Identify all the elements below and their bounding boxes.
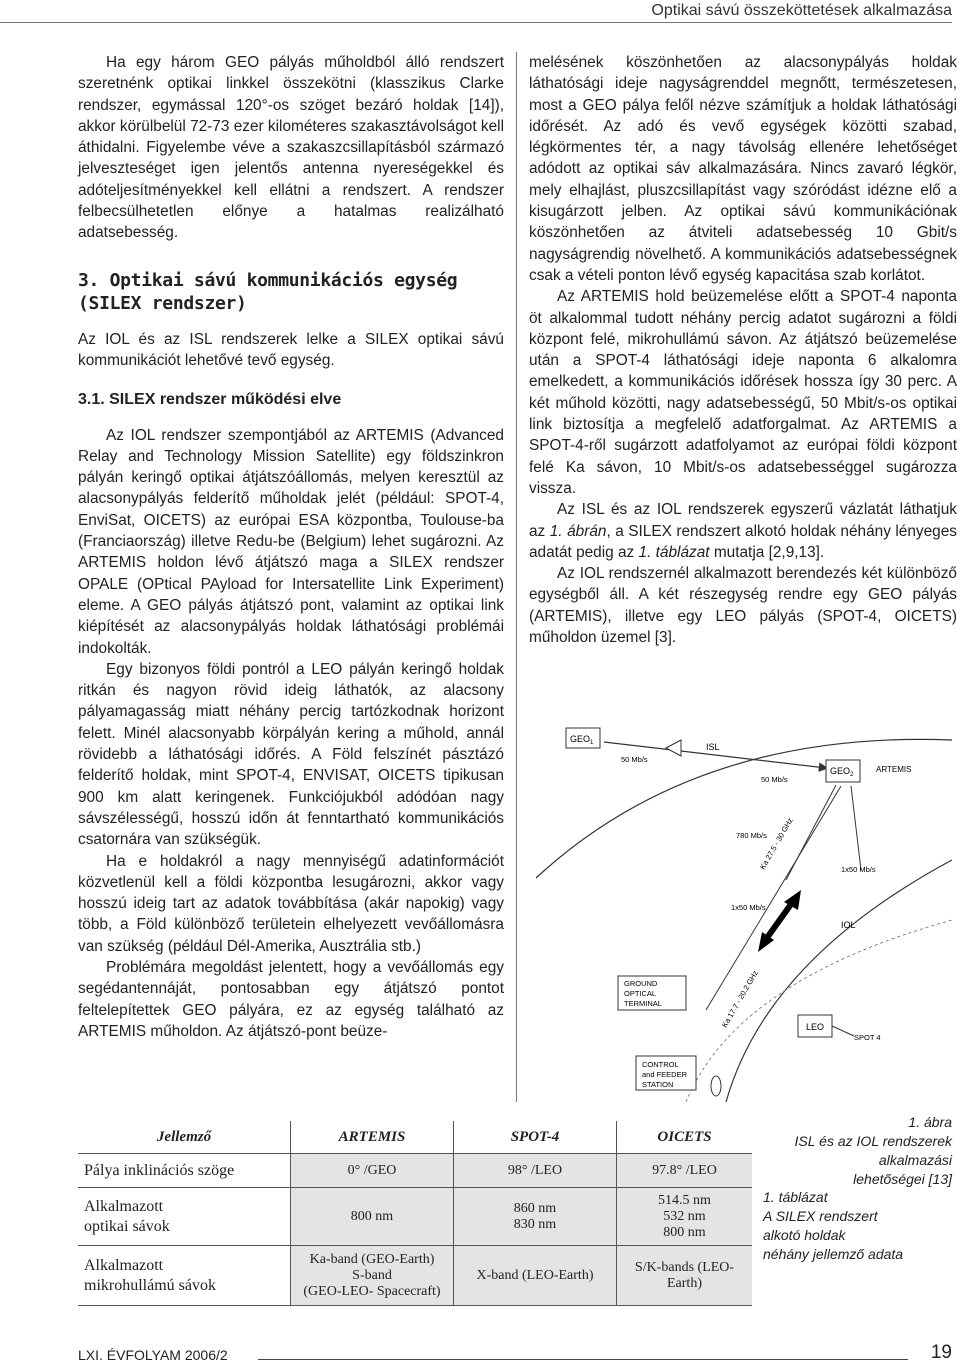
paragraph: Problémára megoldást jelentett, hogy a vevőállomás egy segédantennáját, pontosabban egy átjátszó pontot feltelepítettek GEO pályára, ez az egység található az ARTEMIS műholdon. Az átjátszó-pont beüze-	[78, 958, 504, 1040]
terminal-label: TERMINAL	[624, 999, 662, 1008]
header-rule	[0, 22, 952, 23]
paragraph: melésének köszönhetően az alacsonypályás holdak láthatósági ideje nagyságrenddel megnőtt, természetesen, most a GEO pálya felől nézve számítjuk a holdak láthatósági időrését. Az adó és vevő egységek közötti szabad, légkörmentes tér, a nagy távolság ellenére lehetőséget adódott az optikai sáv alkalmazására. Nincs zavaró légkör, mely elhajlást, pluszcsillapítást vagy szóródást idézne elő a kisugárzott jelben. Az optikai sávú kommunikációnak köszönhetően az átviteli adatsebesség 10 Gbit/s nagyságrendig növelhető. A kommunikációs adatsebességnek csak a vételi ponton lévő egység kapacitása szab korlátot.	[529, 54, 957, 284]
footer-rule	[258, 1359, 908, 1360]
table-header-row	[78, 1121, 752, 1154]
spot4-label: SPOT 4	[854, 1033, 881, 1042]
station-label: and FEEDER	[642, 1070, 688, 1079]
antenna-icon	[711, 1076, 721, 1096]
paragraph: Az IOL és az ISL rendszerek lelke a SILEX optikai sávú kommunikációt lehetővé tevő egység.	[78, 330, 504, 369]
band-label: Ka 17.7 - 20.2 GHz	[719, 968, 760, 1029]
page-header	[0, 0, 952, 26]
silex-spec-table	[78, 1121, 752, 1306]
paragraph: Az IOL rendszer szempontjából az ARTEMIS (Advanced Relay and Technology Mission Satellite) egy földszinkron pályán keringő optikai átjátszóállomás, melyen keresztül az alacsonypályás felderítő műholdak jelét (például: SPOT-4, EnviSat, OICETS) az európai ESA központba, Toulouse-ba (Franciaország) illetve Redu-be (Belgium) lehet sugározni. Az ARTEMIS holdon lévő átjátszó maga a SILEX rendszer OPALE (OPtical PAyload for Intersatellite Link Experiment) eleme. A GEO pályás átjátszó pont, valamint az optikai link kiépítését az alacsonypályás holdak láthatósági problémái indokolták.	[78, 426, 504, 657]
running-title: Optikai sávú összeköttetések alkalmazása	[651, 2, 952, 19]
ka-downlink-line	[706, 786, 841, 1010]
band-label: Ka 27.5 - 30 GHz	[757, 816, 795, 871]
rate-label: 50 Mb/s	[761, 775, 788, 784]
paragraph: Ha e holdakról a nagy mennyiségű adatinformációt közvetlenül kell a földi központba lesugározni, akkor vagy hosszú ideig tart az adatok továbbítása (akár napokig) vagy több, a Föld különböző területein elhelyezett vevőállomásra van szükség (például Dél-Amerika, Ausztrália stb.)	[78, 852, 504, 955]
col-header: SPOT-4	[454, 1121, 617, 1154]
rate-label: 780 Mb/s	[736, 831, 767, 840]
geo1-label: $GEO_1$	[570, 734, 594, 746]
isl-label: ISL	[706, 742, 720, 752]
station-label: STATION	[642, 1080, 674, 1089]
rate-label: 50 Mb/s	[621, 755, 648, 764]
figure-reference: 1. ábrán	[549, 522, 607, 540]
right-column	[529, 52, 957, 648]
paragraph: Az IOL rendszernél alkalmazott berendezés két különböző egységből áll. A két részegység rendre egy GEO pályás (ARTEMIS), illetve egy LEO pályás (SPOT-4, OICETS) műholdon üzemel [3].	[529, 565, 957, 647]
leader-line	[832, 1026, 854, 1036]
subsection-heading: 3.1. SILEX rendszer működési elve	[78, 391, 342, 409]
rate-label: 1x50 Mb/s	[731, 903, 766, 912]
table-caption: 1. táblázat A SILEX rendszert alkotó holdak néhány jellemző adata	[763, 1189, 904, 1262]
table-row: Alkalmazott mikrohullámú sávok Ka-band (GEO-Earth) S-band (GEO-LEO- Spacecraft) X-band (LEO-Earth) S/K-bands (LEO-Earth)	[78, 1246, 752, 1306]
iol-label: IOL	[841, 920, 856, 930]
terminal-label: OPTICAL	[624, 989, 657, 998]
isl-arrow-icon	[666, 740, 681, 756]
leo-orbit-arc	[686, 920, 952, 1102]
column-divider	[516, 52, 517, 1102]
table-row: Alkalmazott optikai sávok 800 nm 860 nm 830 nm 514.5 nm 532 nm 800 nm	[78, 1188, 752, 1246]
earth-arc	[726, 860, 952, 1102]
station-label: CONTROL	[642, 1060, 679, 1069]
journal-volume: LXI. ÉVFOLYAM 2006/2	[78, 1347, 228, 1363]
geo-orbit-arc	[536, 739, 952, 878]
table-row: Pálya inklinációs szöge 0° /GEO 98° /LEO 97.8° /LEO	[78, 1154, 752, 1188]
section-heading: 3. Optikai sávú kommunikációs egység (SILEX rendszer)	[78, 269, 458, 314]
left-column	[78, 52, 504, 1042]
figure-caption: 1. ábra ISL és az IOL rendszerek alkalmazási lehetőségei [13]	[794, 1114, 952, 1187]
col-header: Jellemző	[78, 1121, 291, 1154]
geo2-label: $GEO_2$	[830, 766, 854, 778]
table-reference: 1. táblázat	[638, 543, 710, 561]
paragraph: Az ISL és az IOL rendszerek egyszerű vázlatát láthatjuk az 1. ábrán, a SILEX rendszert alkotó holdak néhány lényeges adatát pedig az 1. táblázat mutatja [2,9,13].	[529, 501, 957, 561]
page-footer	[78, 1342, 952, 1363]
col-header: ARTEMIS	[291, 1121, 454, 1154]
terminal-label: GROUND	[624, 979, 658, 988]
artemis-label: ARTEMIS	[876, 765, 912, 774]
paragraph: Ha egy három GEO pályás műholdból álló rendszert szeretnénk optikai linkkel összekötni (klasszikus Clarke rendszer, egymással 120°-os szöget bezáró holdak [14]), akkor körülbelül 72-73 ezer kilométeres szakasztávolságot kell áthidalni. Figyelembe véve a szakaszcsillapításból származó jelveszteséget igen jelentős antenna nyereségekkel és adóteljesítményekkel kell ellátni a rendszert. A rendszer felbecsülhetetlen előnye a hatalmas realizálható adatsebesség.	[78, 54, 505, 242]
iol-link-line	[851, 786, 861, 870]
isl-iol-diagram	[536, 710, 952, 1102]
rate-label: 1x50 Mb/s	[841, 865, 876, 874]
col-header: OICETS	[617, 1121, 753, 1154]
paragraph: Az ARTEMIS hold beüzemelése előtt a SPOT-4 naponta öt alkalommal tudott néhány percig adatot sugározni a földi központ felé, mikrohullámú sávon. Az átjátszó beüzemelése után a SPOT-4 láthatósági ideje naponta 6 alkalomra emelkedett, a kommunikációs időrések hossza így 30 perc. A két műhold közötti, nagy adatsebességű, 50 Mbit/s-os optikai link biztosítja a megfelelő adatforgalmat. Az ARTEMIS a SPOT-4-ről sugárzott adatfolyamot az európai földi központ felé Ka sávon, 10 Mbit/s-os adatsebességgel sugározza vissza.	[529, 288, 957, 497]
paragraph: Egy bizonyos földi pontról a LEO pályán keringő holdak ritkán és nagyon rövid ideig láthatók, az alacsony pályamagasság miatt néhány percig tartózkodnak horizont felett. Minél alacsonyabb körpályán kering a műhold, annál rövidebb a láthatósági időrés. A Föld felszínét pásztázó felderítő holdak, mint SPOT-4, ENVISAT, OICETS tipikusan 900 km alatt keringenek. Funkciójukból adódóan nagy sávszélességű, hosszú időn át fenntartható kommunikációs csatornára van szükségük.	[78, 660, 504, 849]
leo-label: LEO	[806, 1022, 825, 1032]
page-number: 19	[930, 1342, 952, 1363]
